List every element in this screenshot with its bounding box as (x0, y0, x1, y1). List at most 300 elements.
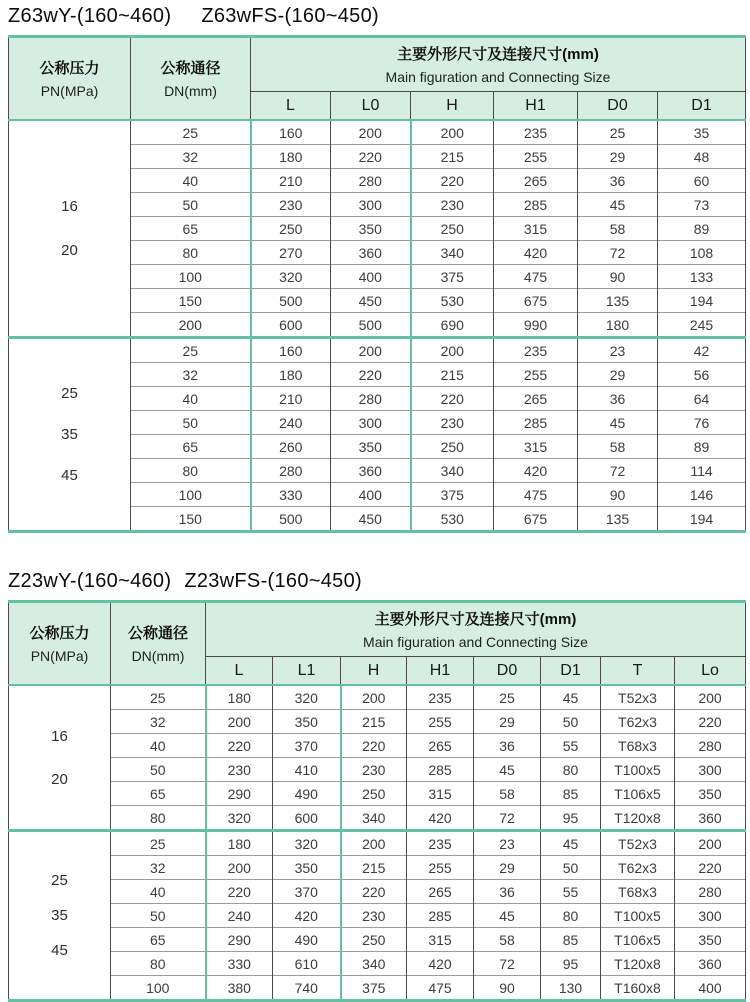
dim-cell: 90 (578, 483, 658, 507)
dim-cell: 690 (411, 313, 494, 338)
dim-cell: 36 (578, 169, 658, 193)
dim-cell: T106x5 (601, 928, 675, 952)
dim-cell: 85 (541, 928, 601, 952)
dn-cell: 150 (131, 507, 251, 532)
dim-cell: 230 (411, 193, 494, 217)
dim-cell: 420 (407, 952, 474, 976)
dim-cell: 200 (341, 685, 407, 710)
dim-cell: 500 (331, 313, 411, 338)
dim-cell: 500 (251, 507, 331, 532)
dn-cell: 32 (131, 363, 251, 387)
pn-group-cell (9, 338, 131, 532)
dim-cell: 210 (251, 169, 331, 193)
dimensions-header-en: Main figuration and Connecting Size (363, 633, 588, 650)
dim-cell: 530 (411, 289, 494, 313)
dim-cell: 340 (341, 806, 407, 831)
dim-cell: 89 (658, 217, 746, 241)
dim-cell: 330 (206, 952, 273, 976)
dim-cell: 255 (494, 145, 578, 169)
dim-cell: 530 (411, 507, 494, 532)
dim-cell: 200 (331, 338, 411, 363)
column-header: H1 (407, 657, 474, 686)
dim-cell: 250 (411, 217, 494, 241)
table-row (9, 904, 746, 928)
dim-cell: 146 (658, 483, 746, 507)
column-header: L (251, 92, 331, 121)
dim-cell: 450 (331, 507, 411, 532)
pn-header (9, 602, 111, 686)
dim-cell: 320 (206, 806, 273, 831)
dn-cell: 80 (131, 241, 251, 265)
dn-header (111, 602, 206, 686)
dim-cell: 25 (578, 120, 658, 145)
pn-values (9, 872, 110, 959)
dim-cell: 200 (341, 831, 407, 856)
dim-cell: 80 (541, 904, 601, 928)
dim-cell: 180 (206, 831, 273, 856)
dim-cell: 50 (541, 710, 601, 734)
table-host (8, 35, 750, 533)
dim-cell: 375 (411, 265, 494, 289)
dim-cell: 610 (273, 952, 341, 976)
pn-header-en: PN(MPa) (30, 647, 89, 664)
dim-cell: 340 (411, 241, 494, 265)
dim-cell: 380 (206, 976, 273, 1001)
dim-cell: 45 (474, 904, 541, 928)
dimensions-header-zh: 主要外形尺寸及连接尺寸(mm) (374, 610, 577, 628)
column-header: T (601, 657, 675, 686)
dim-cell: 350 (273, 856, 341, 880)
dim-cell: 36 (578, 387, 658, 411)
dim-cell: 180 (251, 363, 331, 387)
dim-cell: 45 (578, 193, 658, 217)
dimensions-header (251, 37, 746, 92)
column-header: D1 (541, 657, 601, 686)
dim-cell: 360 (331, 459, 411, 483)
dim-cell: 90 (578, 265, 658, 289)
dim-cell: 45 (541, 831, 601, 856)
dim-cell: 360 (331, 241, 411, 265)
dim-cell: 29 (474, 856, 541, 880)
dim-cell: 250 (411, 435, 494, 459)
dim-cell: 200 (411, 120, 494, 145)
pn-value: 25 (61, 385, 78, 402)
column-header: L (206, 657, 273, 686)
dim-cell: 350 (675, 928, 746, 952)
dim-cell: 340 (341, 952, 407, 976)
dim-cell: T100x5 (601, 758, 675, 782)
dim-cell: 95 (541, 952, 601, 976)
dim-cell: 990 (494, 313, 578, 338)
dim-cell: 370 (273, 734, 341, 758)
dim-cell: 290 (206, 782, 273, 806)
column-header: D0 (474, 657, 541, 686)
dimensions-header-en: Main figuration and Connecting Size (385, 68, 611, 85)
dim-cell: 235 (494, 338, 578, 363)
dn-cell: 80 (111, 952, 206, 976)
pn-values (9, 385, 130, 484)
dim-cell: 285 (407, 758, 474, 782)
dim-cell: 220 (331, 363, 411, 387)
table-body (9, 120, 746, 532)
dim-cell: 56 (658, 363, 746, 387)
dim-cell: 230 (411, 411, 494, 435)
table-row (9, 831, 746, 856)
dn-cell: 40 (111, 880, 206, 904)
dim-cell: 130 (541, 976, 601, 1001)
dim-cell: 350 (273, 710, 341, 734)
dim-cell: 200 (206, 856, 273, 880)
dim-cell: 180 (251, 145, 331, 169)
dim-cell: 23 (474, 831, 541, 856)
dim-cell: 315 (407, 928, 474, 952)
dn-cell: 80 (111, 806, 206, 831)
dim-cell: 475 (494, 265, 578, 289)
dn-cell: 40 (131, 387, 251, 411)
table-row (9, 976, 746, 1001)
table-title-part: Z63wFS-(160~450) (201, 5, 379, 27)
dn-header-zh: 公称通径 (160, 59, 221, 77)
dim-cell: 400 (331, 483, 411, 507)
dim-cell: 230 (206, 758, 273, 782)
dim-cell: 235 (407, 685, 474, 710)
dim-cell: 220 (331, 145, 411, 169)
table-row (9, 685, 746, 710)
dim-cell: 160 (251, 338, 331, 363)
pn-value: 20 (61, 242, 78, 259)
dim-cell: 420 (407, 806, 474, 831)
dim-cell: 255 (407, 710, 474, 734)
dim-cell: 400 (331, 265, 411, 289)
dim-cell: 235 (407, 831, 474, 856)
pn-value: 45 (51, 942, 68, 959)
dim-cell: 250 (341, 928, 407, 952)
dim-cell: 108 (658, 241, 746, 265)
dim-cell: 340 (411, 459, 494, 483)
dim-cell: 23 (578, 338, 658, 363)
dim-cell: 350 (675, 782, 746, 806)
dim-cell: 215 (341, 710, 407, 734)
dn-cell: 150 (131, 289, 251, 313)
dim-cell: 280 (331, 387, 411, 411)
dim-cell: 220 (206, 734, 273, 758)
dn-cell: 65 (131, 217, 251, 241)
table-row (9, 952, 746, 976)
dim-cell: 220 (675, 710, 746, 734)
dim-cell: 350 (331, 435, 411, 459)
dim-cell: 300 (331, 193, 411, 217)
dn-header-en: DN(mm) (131, 647, 185, 664)
dim-cell: 194 (658, 289, 746, 313)
dn-cell: 25 (111, 831, 206, 856)
dn-cell: 65 (111, 928, 206, 952)
dim-cell: 245 (658, 313, 746, 338)
pn-value: 16 (61, 198, 78, 215)
dim-cell: 315 (494, 435, 578, 459)
dim-cell: 160 (251, 120, 331, 145)
dim-cell: 255 (494, 363, 578, 387)
table-row (9, 338, 746, 363)
table-title-part: Z63wY-(160~460) (8, 5, 172, 27)
dim-cell: 320 (273, 685, 341, 710)
dim-cell: 230 (251, 193, 331, 217)
dim-cell: 90 (474, 976, 541, 1001)
spec-section-z23 (8, 570, 750, 1002)
dim-cell: T52x3 (601, 685, 675, 710)
dn-cell: 65 (131, 435, 251, 459)
dn-cell: 50 (131, 193, 251, 217)
column-header: D0 (578, 92, 658, 121)
dim-cell: 240 (206, 904, 273, 928)
dim-cell: 220 (341, 880, 407, 904)
pn-value: 35 (51, 907, 68, 924)
dn-cell: 32 (131, 145, 251, 169)
dim-cell: 25 (474, 685, 541, 710)
dn-cell: 25 (131, 338, 251, 363)
dim-cell: 220 (341, 734, 407, 758)
dim-cell: 80 (541, 758, 601, 782)
pn-value: 45 (61, 467, 78, 484)
dim-cell: 72 (474, 952, 541, 976)
dim-cell: 95 (541, 806, 601, 831)
dim-cell: 320 (273, 831, 341, 856)
dim-cell: 360 (675, 952, 746, 976)
dn-header-zh: 公称通径 (127, 624, 188, 642)
dim-cell: 285 (494, 411, 578, 435)
table-title-part: Z23wY-(160~460) (8, 570, 172, 592)
dim-cell: 240 (251, 411, 331, 435)
dim-cell: 600 (273, 806, 341, 831)
dim-cell: 280 (675, 734, 746, 758)
dim-cell: 265 (494, 387, 578, 411)
dim-cell: 55 (541, 880, 601, 904)
dim-cell: 420 (273, 904, 341, 928)
dim-cell: T160x8 (601, 976, 675, 1001)
pn-value: 16 (51, 727, 68, 745)
dim-cell: 72 (578, 459, 658, 483)
spec-section-z63 (8, 5, 750, 533)
dim-cell: 265 (494, 169, 578, 193)
dim-cell: 55 (541, 734, 601, 758)
table-row (9, 710, 746, 734)
dim-cell: 260 (251, 435, 331, 459)
dim-cell: 29 (578, 363, 658, 387)
dim-cell: 60 (658, 169, 746, 193)
dim-cell: 490 (273, 928, 341, 952)
spec-table (8, 35, 746, 533)
dim-cell: 58 (474, 782, 541, 806)
pn-group-cell (9, 120, 131, 338)
dim-cell: 36 (474, 734, 541, 758)
dim-cell: 290 (206, 928, 273, 952)
dim-cell: 490 (273, 782, 341, 806)
dim-cell: 58 (578, 435, 658, 459)
dn-header-en: DN(mm) (164, 82, 217, 99)
dim-cell: 29 (578, 145, 658, 169)
dim-cell: 410 (273, 758, 341, 782)
dim-cell: 250 (341, 782, 407, 806)
dim-cell: 270 (251, 241, 331, 265)
pn-header-en: PN(MPa) (40, 82, 99, 99)
dn-cell: 40 (111, 734, 206, 758)
dim-cell: 265 (407, 734, 474, 758)
dim-cell: 180 (206, 685, 273, 710)
dim-cell: 330 (251, 483, 331, 507)
dn-cell: 50 (111, 758, 206, 782)
dim-cell: 220 (411, 387, 494, 411)
dim-cell: 215 (411, 363, 494, 387)
dim-cell: 285 (407, 904, 474, 928)
table-title-part: Z23wFS-(160~450) (184, 570, 362, 592)
dim-cell: 300 (675, 758, 746, 782)
dim-cell: 320 (251, 265, 331, 289)
column-header: H (341, 657, 407, 686)
dim-cell: 315 (494, 217, 578, 241)
dim-cell: 350 (331, 217, 411, 241)
table-row (9, 782, 746, 806)
dim-cell: 48 (658, 145, 746, 169)
dn-cell: 25 (131, 120, 251, 145)
dim-cell: 73 (658, 193, 746, 217)
dim-cell: 600 (251, 313, 331, 338)
dim-cell: 370 (273, 880, 341, 904)
dim-cell: T120x8 (601, 952, 675, 976)
dn-cell: 32 (111, 710, 206, 734)
dim-cell: T106x5 (601, 782, 675, 806)
column-header: D1 (658, 92, 746, 121)
dim-cell: 420 (494, 241, 578, 265)
table-header (9, 37, 746, 121)
dn-cell: 100 (131, 483, 251, 507)
dim-cell: 200 (675, 831, 746, 856)
dim-cell: 45 (541, 685, 601, 710)
dn-cell: 100 (131, 265, 251, 289)
dim-cell: 280 (331, 169, 411, 193)
column-header: L0 (331, 92, 411, 121)
dim-cell: 29 (474, 710, 541, 734)
pn-values (9, 198, 130, 259)
dim-cell: 135 (578, 507, 658, 532)
dim-cell: 250 (251, 217, 331, 241)
dn-cell: 50 (131, 411, 251, 435)
pn-group-cell (9, 831, 111, 1001)
dim-cell: 675 (494, 289, 578, 313)
dim-cell: 300 (331, 411, 411, 435)
dim-cell: 76 (658, 411, 746, 435)
table-row (9, 928, 746, 952)
dn-cell: 100 (111, 976, 206, 1001)
column-header: Lo (675, 657, 746, 686)
pn-header-zh: 公称压力 (29, 624, 90, 642)
dim-cell: 280 (251, 459, 331, 483)
dim-cell: 265 (407, 880, 474, 904)
header-row-main (9, 37, 746, 92)
table-host (8, 600, 750, 1002)
table-row (9, 856, 746, 880)
table-row (9, 734, 746, 758)
table-row (9, 806, 746, 831)
column-header: L1 (273, 657, 341, 686)
dim-cell: 220 (206, 880, 273, 904)
pn-value: 25 (51, 872, 68, 889)
dim-cell: 133 (658, 265, 746, 289)
dim-cell: 194 (658, 507, 746, 532)
dn-cell: 25 (111, 685, 206, 710)
dim-cell: 375 (411, 483, 494, 507)
dn-cell: 80 (131, 459, 251, 483)
dim-cell: 280 (675, 880, 746, 904)
dim-cell: 114 (658, 459, 746, 483)
dim-cell: T62x3 (601, 856, 675, 880)
pn-group-cell (9, 685, 111, 831)
dim-cell: 300 (675, 904, 746, 928)
column-header: H1 (494, 92, 578, 121)
dim-cell: T68x3 (601, 880, 675, 904)
dim-cell: 420 (494, 459, 578, 483)
dim-cell: 72 (578, 241, 658, 265)
dim-cell: 215 (411, 145, 494, 169)
spec-table (8, 600, 746, 1002)
dim-cell: 135 (578, 289, 658, 313)
pn-value: 20 (51, 770, 68, 788)
dn-cell: 40 (131, 169, 251, 193)
dim-cell: 400 (675, 976, 746, 1001)
dim-cell: 375 (341, 976, 407, 1001)
dim-cell: 89 (658, 435, 746, 459)
dim-cell: 200 (206, 710, 273, 734)
dim-cell: 58 (578, 217, 658, 241)
dim-cell: 200 (411, 338, 494, 363)
dim-cell: 220 (411, 169, 494, 193)
dim-cell: T100x5 (601, 904, 675, 928)
pn-header-zh: 公称压力 (39, 59, 100, 77)
dim-cell: 42 (658, 338, 746, 363)
table-header (9, 602, 746, 686)
dim-cell: 50 (541, 856, 601, 880)
dn-cell: 32 (111, 856, 206, 880)
dim-cell: 235 (494, 120, 578, 145)
dimensions-header (206, 602, 746, 657)
dn-cell: 200 (131, 313, 251, 338)
dim-cell: 360 (675, 806, 746, 831)
dim-cell: 230 (341, 904, 407, 928)
dim-cell: 180 (578, 313, 658, 338)
dim-cell: T62x3 (601, 710, 675, 734)
header-row-main (9, 602, 746, 657)
dim-cell: 58 (474, 928, 541, 952)
dim-cell: 255 (407, 856, 474, 880)
dim-cell: 45 (474, 758, 541, 782)
dim-cell: 450 (331, 289, 411, 313)
table-body (9, 685, 746, 1001)
column-header: H (411, 92, 494, 121)
dim-cell: 36 (474, 880, 541, 904)
dim-cell: T68x3 (601, 734, 675, 758)
dim-cell: 72 (474, 806, 541, 831)
dim-cell: 230 (341, 758, 407, 782)
pn-values (9, 728, 110, 788)
dim-cell: 210 (251, 387, 331, 411)
dim-cell: 475 (494, 483, 578, 507)
table-row (9, 880, 746, 904)
dim-cell: 45 (578, 411, 658, 435)
dim-cell: 740 (273, 976, 341, 1001)
dim-cell: 500 (251, 289, 331, 313)
pn-header (9, 37, 131, 121)
dn-header (131, 37, 251, 121)
dim-cell: 475 (407, 976, 474, 1001)
dim-cell: T120x8 (601, 806, 675, 831)
